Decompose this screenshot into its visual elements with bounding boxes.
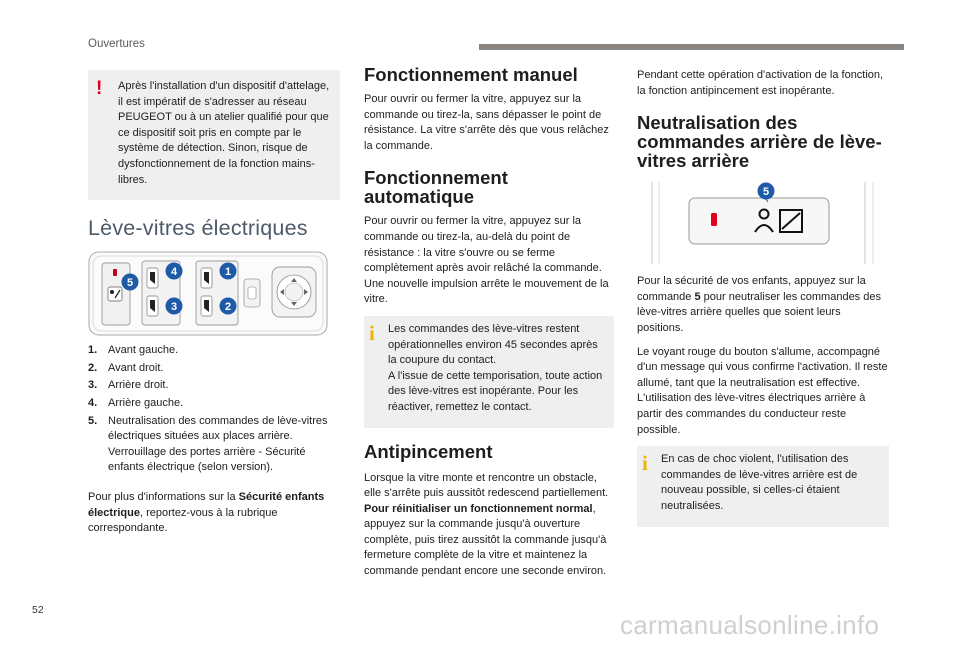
- antipinch-title: Antipincement: [364, 440, 493, 462]
- switch-legend-list: [88, 343, 340, 476]
- info-box: [364, 316, 614, 428]
- info-icon: i: [369, 320, 375, 345]
- list-item: 3. Arrière droit.: [88, 379, 169, 392]
- column-2: [364, 65, 614, 588]
- window-switch-panel-illustration: [88, 251, 328, 336]
- warning-text: Après l'installation d'un dispositif d'attelage, il est impératif de s'adresser au réseau PEUGEOT ou à un atelier qualifié pour que ce dispositif soit pris en compte par le système de détection. Sinon, risque de dysfonctionnement de la fonction mains-libres.: [118, 80, 330, 186]
- list-item: 1. Avant gauche.: [88, 344, 179, 357]
- info-box: [637, 446, 889, 526]
- safety-text: Pour la sécurité de vos enfants, appuyez sur la commande 5 pour neutraliser les commandes des lève-vitres arrière quelles que soient leurs positions.: [637, 275, 881, 334]
- child-lock-illustration: [637, 180, 889, 265]
- intro-text: Pendant cette opération d'activation de la fonction, la fonction antipincement est inopérante.: [637, 69, 884, 97]
- figure-label-5: [758, 183, 775, 200]
- page-number: 52: [32, 604, 44, 616]
- list-item: 2. Avant droit.: [88, 361, 164, 374]
- watermark: carmanualsonline.info: [620, 610, 880, 640]
- list-item: 4. Arrière gauche.: [88, 396, 184, 409]
- automatic-operation-title: Fonctionnement automatique: [364, 167, 508, 208]
- manual-operation-text: Pour ouvrir ou fermer la vitre, appuyez sur la commande ou tirez-la, sans dépasser le point de résistance. La vitre s'arrête dès que vous relâchez la commande.: [364, 93, 609, 152]
- figure-label-1: [220, 263, 237, 280]
- indicator-light-text: Le voyant rouge du bouton s'allume, accompagné d'un message qui vous confirme l'activation. Il reste allumé, tant que la neutralisation est effective. L'utilisation des lève-vitres électriques arrière à partir des commandes du conducteur reste possible.: [637, 345, 888, 436]
- svg-text:5: 5: [126, 277, 134, 290]
- svg-text:3: 3: [170, 301, 178, 314]
- window-switch-panel-figure: [88, 251, 340, 336]
- mirror-control-icon: [272, 267, 316, 317]
- info-icon: i: [642, 451, 648, 476]
- svg-text:5: 5: [762, 186, 770, 199]
- figure-label-2: [220, 298, 237, 315]
- warning-box: [88, 70, 340, 200]
- info-text: En cas de choc violent, l'utilisation des commandes de lève-vitres arrière est de nouveau possible, si celles-ci étaient neutralisées.: [661, 453, 858, 512]
- column-1: [88, 70, 340, 545]
- header-section-title: Ouvertures: [88, 38, 145, 50]
- warning-icon: !: [96, 78, 103, 99]
- figure-label-5: [122, 274, 139, 291]
- automatic-operation-text: Pour ouvrir ou fermer la vitre, appuyez sur la commande ou tirez-la, au-delà du point de résistance : la vitre s'ouvre ou se ferme complètement après avoir relâché la commande. Une nouvelle impulsion arrête le mouvement de la vitre.: [364, 215, 609, 306]
- manual-operation-title: Fonctionnement manuel: [364, 64, 578, 85]
- child-lock-icon: [108, 287, 122, 301]
- column-3: [637, 68, 889, 527]
- svg-text:4: 4: [170, 266, 178, 279]
- header-bar: [479, 44, 904, 50]
- svg-text:2: 2: [224, 301, 232, 314]
- neutralisation-title: Neutralisation des commandes arrière de lève-vitres arrière: [637, 112, 882, 172]
- antipinch-text: Lorsque la vitre monte et rencontre un obstacle, elle s'arrête puis aussitôt redescend partiellement. Pour réinitialiser un fonctionnement normal, appuyez sur la commande jusqu'à ouverture complète, puis tirez aussitôt la commande jusqu'à fermeture complète de la vitre et maintenez la commande pendant encore une seconde environ.: [364, 471, 609, 578]
- svg-text:1: 1: [224, 266, 232, 279]
- list-item: 5. Neutralisation des commandes de lève-vitres électriques situées aux places arrière. Verrouillage des portes arrière - Sécurité enfants électrique (selon version).: [88, 414, 328, 474]
- section-title: Lève-vitres électriques: [88, 216, 308, 241]
- figure-label-4: [166, 263, 183, 280]
- info-text: Les commandes des lève-vitres restent opérationnelles environ 45 secondes après la coupure du contact. A l'issue de cette temporisation, toute action des lève-vitres est inopérante. Pour les réactiver, remettez le contact.: [388, 322, 603, 413]
- child-lock-figure: [637, 180, 889, 265]
- more-info-text: Pour plus d'informations sur la Sécurité enfants électrique, reportez-vous à la rubrique correspondante.: [88, 490, 325, 535]
- figure-label-3: [166, 298, 183, 315]
